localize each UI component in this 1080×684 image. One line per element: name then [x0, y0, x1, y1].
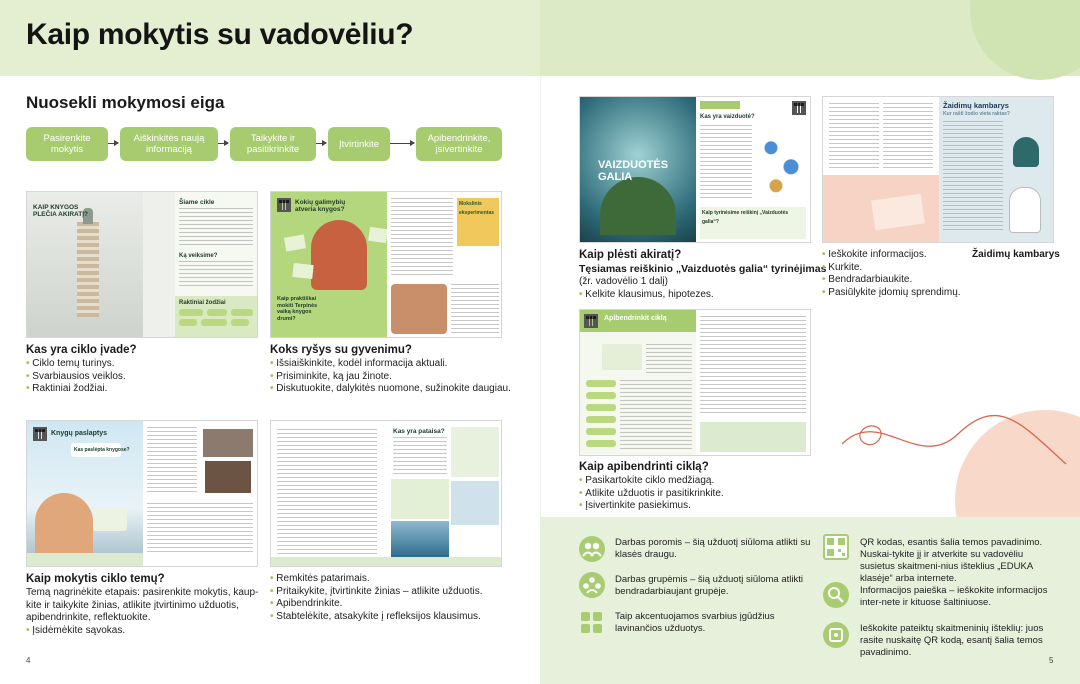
pair-work-icon: [579, 536, 605, 562]
caption-list: [270, 358, 530, 396]
qr-code-icon: [33, 427, 47, 441]
grandparents-illustration: [35, 493, 93, 553]
list-item: • Pasiūlykite įdomių sprendimų.: [822, 287, 972, 300]
list-item: • Įsivertinkite pasiekimus.: [579, 500, 809, 513]
flow-step-5: Apibendrinkite, įsivertinkite: [416, 127, 502, 161]
caption-list: [579, 475, 809, 513]
caption-list: [270, 573, 530, 623]
list-item: • Kelkite klausimus, hipotezes.: [579, 289, 809, 302]
info-search-icon: [823, 582, 849, 608]
legend-text: Darbas poromis – šią užduotį siūloma atlikti su klasės draugu.: [615, 537, 811, 560]
list-item: • Ieškokite informacijos.: [822, 249, 972, 262]
flow-arrow: [108, 143, 118, 144]
caption-subtitle: Tęsiamas reiškinio „Vaizduotės galia“ tyrinėjimas: [579, 263, 827, 275]
list-item: • Diskutuokite, dalykitės nuomone, sužinokite daugiau.: [270, 383, 530, 396]
legend-text: Taip akcentuojamos svarbius įgūdžius lavinančios užduotys.: [615, 611, 775, 634]
group-work-icon: [579, 572, 605, 598]
thumbnail-cycle-intro: KAIP KNYGOS PLEČIA AKIRATĮ? Šiame cikle Ką veiksime? Raktiniai žodžiai: [26, 191, 258, 338]
thumbnail-cycle-summary: Apibendrinkit ciklą: [579, 309, 811, 456]
flow-arrow: [390, 143, 414, 144]
list-item: • Pritaikykite, įtvirtinkite žinias – atlikite užduotis.: [270, 586, 530, 599]
page-title: Kaip mokytis su vadovėliu?: [26, 18, 414, 51]
list-item: • Ciklo temų turinys.: [26, 358, 256, 371]
caption-list: [579, 289, 809, 302]
caption-title: Kaip mokytis ciklo temų?: [26, 573, 165, 585]
list-item: • Įsidėmėkite sąvokas.: [26, 625, 256, 638]
list-item: • Svarbiausios veiklos.: [26, 371, 256, 384]
thumbnail-consolidation: Kas yra pataisa?: [270, 420, 502, 567]
caption-list: [26, 625, 256, 638]
flow-arrow: [218, 143, 228, 144]
list-item: • Pasikartokite ciklo medžiagą.: [579, 475, 809, 488]
page-number-left: 4: [26, 656, 31, 665]
butterflies-illustration: [756, 125, 806, 201]
skills-icon: [579, 610, 605, 636]
decorative-swirl: [820, 404, 1080, 484]
caption-list: [822, 249, 972, 299]
list-item: • Stabtelėkite, atsakykite į refleksijos klausimus.: [270, 611, 530, 624]
flow-step-3: Taikykite ir pasitikrinkite: [230, 127, 316, 161]
digital-resource-icon: [823, 622, 849, 648]
caption-list: [26, 358, 256, 396]
legend-text: Darbas grupėmis – šią užduotį siūloma atlikti bendradarbiaujant grupėje.: [615, 574, 803, 597]
list-item: • Bendradarbiaukite.: [822, 274, 972, 287]
list-item: • Raktiniai žodžiai.: [26, 383, 256, 396]
thumbnail-imagination: VAIZDUOTĖS GALIA Kas yra vaizduotė? Kaip tyrinėsime reiškinį „Vaizduotės galia“?: [579, 96, 811, 243]
flow-arrow: [316, 143, 326, 144]
reader-illustration: [311, 220, 367, 290]
list-item: • Remkitės patarimais.: [270, 573, 530, 586]
caption-title: Koks ryšys su gyvenimu?: [270, 344, 412, 356]
legend-text: Ieškokite pateiktų skaitmeninių išteklių: juos rasite nuskaitę QR kodą, esantį šalia temos pavadinimo.: [860, 623, 1044, 658]
flow-step-4: Įtvirtinkite: [328, 127, 390, 161]
thumbnail-life-connection: Kokių galimybių atveria knygos? Kaip praktiškai mokiti Terpinės vaiką knygos drumi? Mokslinis eksperimentas: [270, 191, 502, 338]
qr-code-icon: [584, 314, 598, 328]
caption-title: Kaip plėsti akiratį?: [579, 249, 682, 261]
book-stack-illustration: [77, 222, 99, 317]
legend-text: QR kodas, esantis šalia temos pavadinimo. Nuskai-tykite jį ir atverkite su vadovėliu susietus skaitmeni-nius išteklius „EDUKA klasėje“ arba internete.: [860, 537, 1043, 584]
flow-step-1: Pasirenkite mokytis: [26, 127, 108, 161]
page-number-right: 5: [1049, 656, 1054, 665]
caption-title: Kaip apibendrinti ciklą?: [579, 461, 709, 473]
caption-note: (žr. vadovėlio 1 dalį): [579, 276, 668, 287]
caption-title: Kas yra ciklo įvade?: [26, 344, 137, 356]
thumbnail-cycle-topics: Knygų paslaptys Kas paslėpta knygose?: [26, 420, 258, 567]
thumbnail-game-room: Žaidimų kambarys Kur rašti žodio vieta raktas?: [822, 96, 1054, 243]
qr-code-icon: [277, 198, 291, 212]
list-item: • Atlikite užduotis ir pasitikrinkite.: [579, 488, 809, 501]
list-item: • Prisiminkite, ką jau žinote.: [270, 371, 530, 384]
qr-code-icon: [823, 534, 849, 560]
caption-paragraph: Temą nagrinėkite etapais: pasirenkite mokytis, kaup-kite ir taikykite žinias, atlikite įtvirtinimo užduotis, apibendrinkite, reflektuokite.: [26, 587, 259, 623]
list-item: • Išsiaiškinkite, kodėl informacija aktuali.: [270, 358, 530, 371]
qr-code-icon: [792, 101, 806, 115]
section-title: Nuosekli mokymosi eiga: [26, 93, 225, 112]
legend-text: Informacijos paieška – ieškokite informacijos inter-nete ir kituose šaltiniuose.: [860, 585, 1048, 608]
flow-step-2: Aiškinkitės naują informaciją: [120, 127, 218, 161]
game-room-tag: Žaidimų kambarys: [972, 249, 1060, 260]
list-item: • Kurkite.: [822, 262, 972, 275]
list-item: • Apibendrinkite.: [270, 598, 530, 611]
